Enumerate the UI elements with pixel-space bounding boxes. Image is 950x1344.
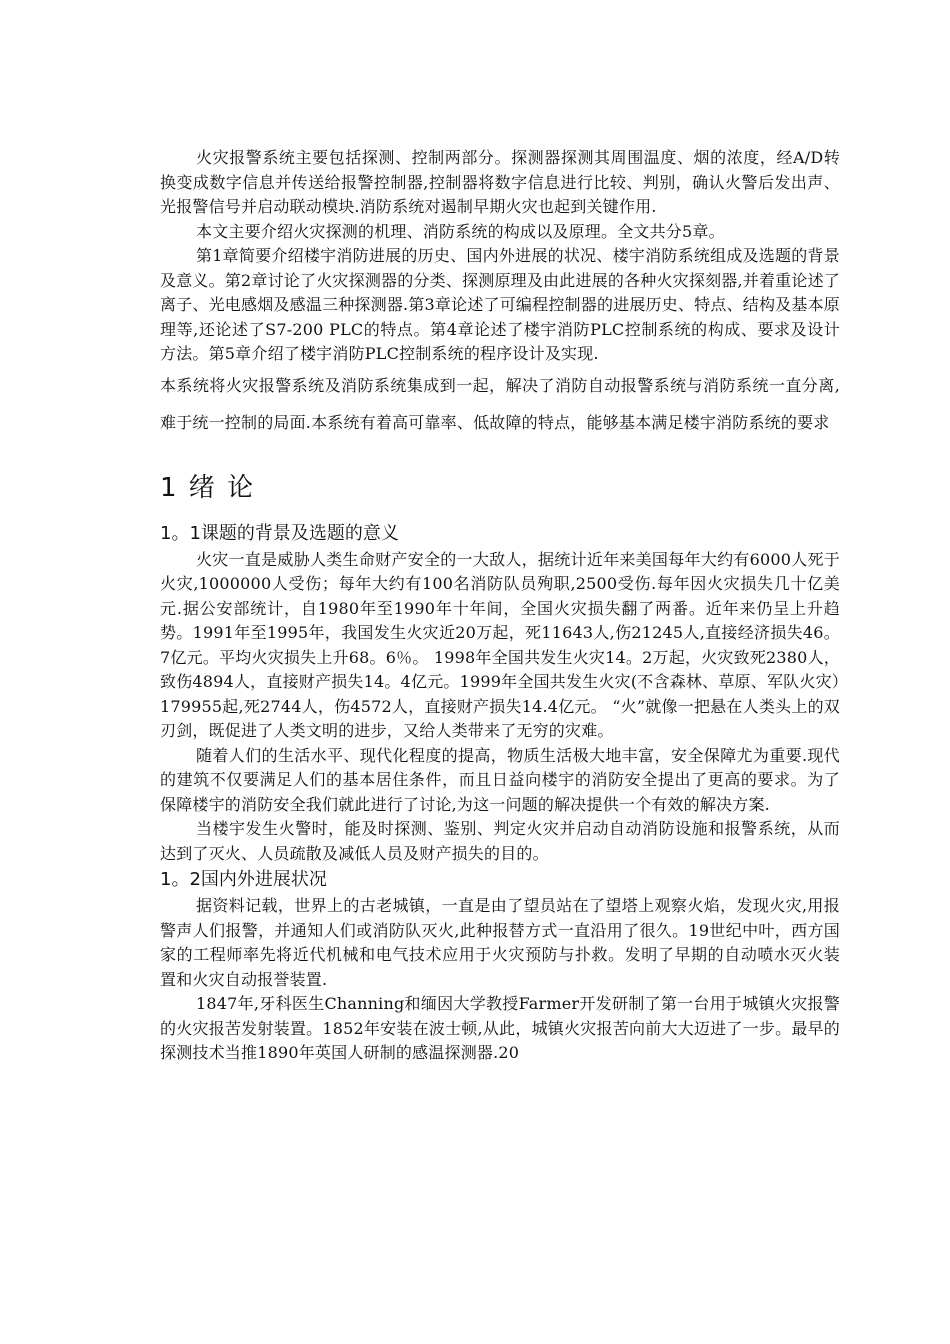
chapter-title: 1 绪 论: [160, 472, 256, 503]
section-1-paragraph-1: 火灾一直是威胁人类生命财产安全的一大敌人，据统计近年来美国每年大约有6000人死于火灾,1000000人受伤；每年大约有100名消防队员殉职,2500受伤.每年因火灾损失几十亿美元.据公安部统计，自1980年至1990年十年间，全国火灾损失翻了两番。近年来仍呈上升趋势。1991年至1995年，我国发生火灾近20万起，死11643人,伤21245人,直接经济损失46。7亿元。平均火灾损失上升68。6％。 1998年全国共发生火灾14。2万起，火灾致死2380人，致伤4894人，直接财产损失14。4亿元。1999年全国共发生火灾(不含森林、草原、军队火灾）179955起,死2744人，伤4572人，直接财产损失14.4亿元。 “火”就像一把悬在人类头上的双刃剑，既促进了人类文明的进步，又给人类带来了无穷的灾难。: [160, 549, 840, 740]
intro-paragraph-3: 第1章简要介绍楼宇消防进展的历史、国内外进展的状况、楼宇消防系统组成及选题的背景及意义。第2章讨论了火灾探测器的分类、探测原理及由此进展的各种火灾探刻器,并着重论述了离子、光电感烟及感温三种探测器.第3章论述了可编程控制器的进展历史、特点、结构及基本原理等,还论述了S7-200 PLC的特点。第4章论述了楼宇消防PLC控制系统的构成、要求及设计方法。第5章介绍了楼宇消防PLC控制系统的程序设计及实现.: [160, 246, 840, 363]
section-2-paragraph-1: 据资料记载，世界上的古老城镇，一直是由了望员站在了望塔上观察火焰，发现火灾,用报警声人们报警，并通知人们或消防队灭火,此种报替方式一直沿用了很久。19世纪中叶，西方国家的工程师率先将近代机械和电气技术应用于火灾预防与扑救。发明了早期的自动喷水灭火装置和火灾自动报誉装置.: [160, 896, 840, 989]
document-page: [160, 146, 840, 1066]
intro-summary: 本系统将火灾报警系统及消防系统集成到一起，解决了消防自动报警系统与消防系统一直分离,难于统一控制的局面.本系统有着高可靠率、低故障的特点，能够基本满足楼宇消防系统的要求: [160, 375, 840, 432]
section-2-paragraph-2: 1847年,牙科医生Channing和缅因大学教授Farmer开发研制了第一台用于城镇火灾报警的火灾报苦发射装置。1852年安装在波士顿,从此，城镇火灾报苦向前大大迈进了一步。最早的探测技术当推1890年英国人研制的感温探测器.20: [160, 994, 840, 1062]
section-1-paragraph-3: 当楼宇发生火警时，能及时探测、鉴别、判定火灾并启动自动消防设施和报警系统，从而达到了灭火、人员疏散及减低人员及财产损失的目的。: [160, 819, 840, 863]
section-2-title: 1。2国内外进展状况: [160, 869, 327, 890]
section-1-paragraph-2: 随着人们的生活水平、现代化程度的提高，物质生活极大地丰富，安全保障尤为重要.现代的建筑不仅要满足人们的基本居住条件，而且日益向楼宇的消防安全提出了更高的要求。为了保障楼宇的消防安全我们就此进行了讨论,为这一问题的解决提供一个有效的解决方案.: [160, 745, 840, 814]
intro-paragraph-1: 火灾报警系统主要包括探测、控制两部分。探测器探测其周围温度、烟的浓度，经A/D转换变成数字信息并传送给报警控制器,控制器将数字信息进行比较、判别，确认火警后发出声、光报警信号并启动联动模块.消防系统对遏制早期火灾也起到关键作用.: [160, 148, 840, 216]
section-1-title: 1。1课题的背景及选题的意义: [160, 522, 399, 544]
intro-paragraph-2: 本文主要介绍火灾探测的机理、消防系统的构成以及原理。全文共分5章。: [196, 221, 725, 241]
